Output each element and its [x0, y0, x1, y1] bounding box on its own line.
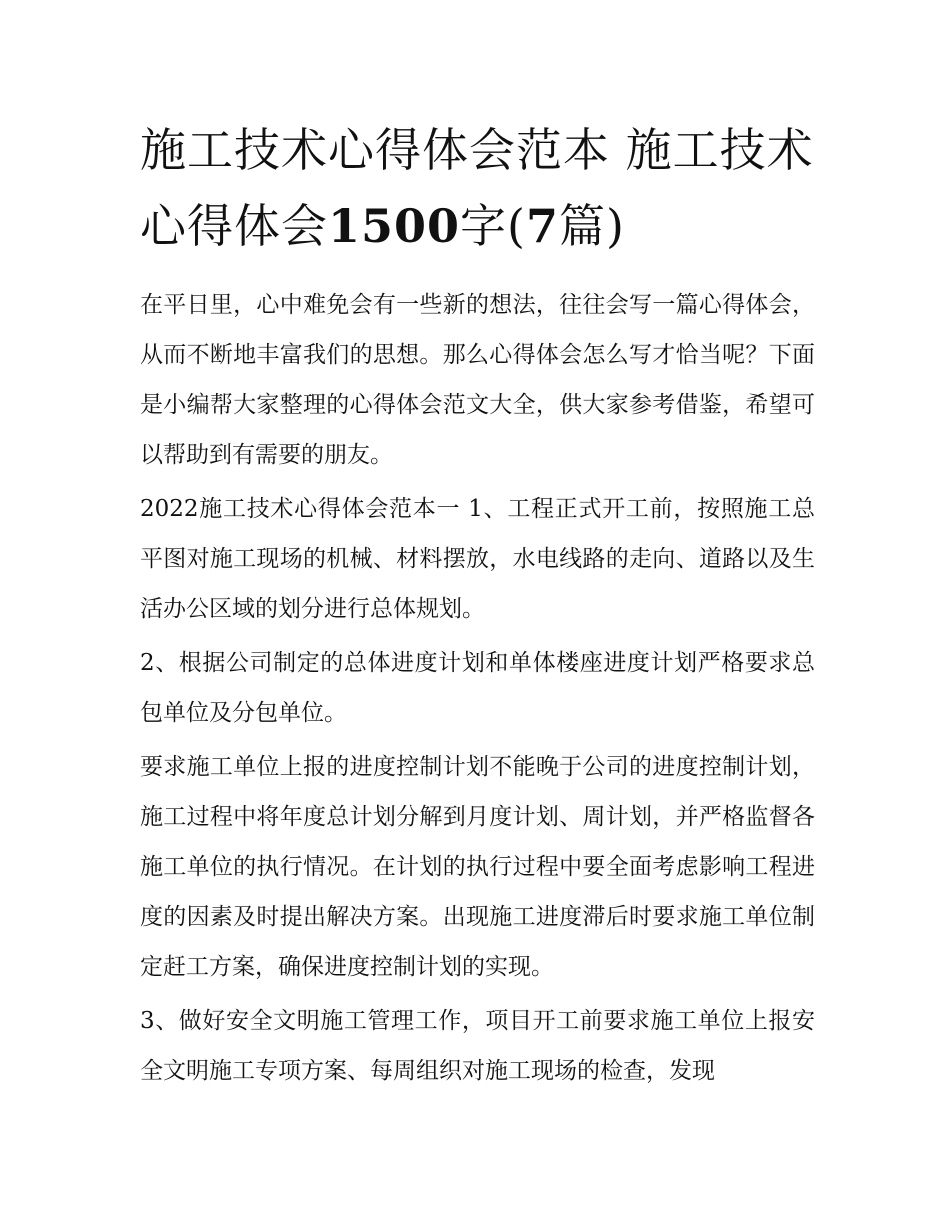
document-title [140, 112, 815, 264]
title-article-count: 7 [525, 199, 559, 253]
paragraph-progress-control: 要求施工单位上报的进度控制计划不能晚于公司的进度控制计划，施工过程中将年度总计划分解到月度计划、周计划，并严格监督各施工单位的执行情况。在计划的执行过程中要全面考虑影响工程进度的因素及时提出解决方案。出现施工进度滞后时要求施工单位制定赶工方案，确保进度控制计划的实现。 [140, 754, 815, 980]
document-body [140, 112, 815, 1100]
title-word-count: 1500 [328, 199, 461, 253]
title-text-3: 篇) [559, 199, 625, 253]
paragraph-item-3: 3、做好安全文明施工管理工作，项目开工前要求施工单位上报安全文明施工专项方案、每周组织对施工现场的检查，发现 [140, 1008, 815, 1084]
paragraph-item-2: 2、根据公司制定的总体进度计划和单体楼座进度计划严格要求总包单位及分包单位。 [140, 650, 815, 726]
intro-paragraph: 在平日里，心中难免会有一些新的想法，往往会写一篇心得体会，从而不断地丰富我们的思想。那么心得体会怎么写才恰当呢？下面是小编帮大家整理的心得体会范文大全，供大家参考借鉴，希望可以帮助到有需要的朋友。 [140, 292, 815, 468]
paragraph-item-1: 2022施工技术心得体会范本一 1、工程正式开工前，按照施工总平图对施工现场的机械、材料摆放，水电线路的走向、道路以及生活办公区域的划分进行总体规划。 [140, 496, 815, 622]
title-text-2: 字( [460, 199, 526, 253]
title-text: 施工技术心得体会范本 施工技术心得体会 [140, 123, 814, 253]
